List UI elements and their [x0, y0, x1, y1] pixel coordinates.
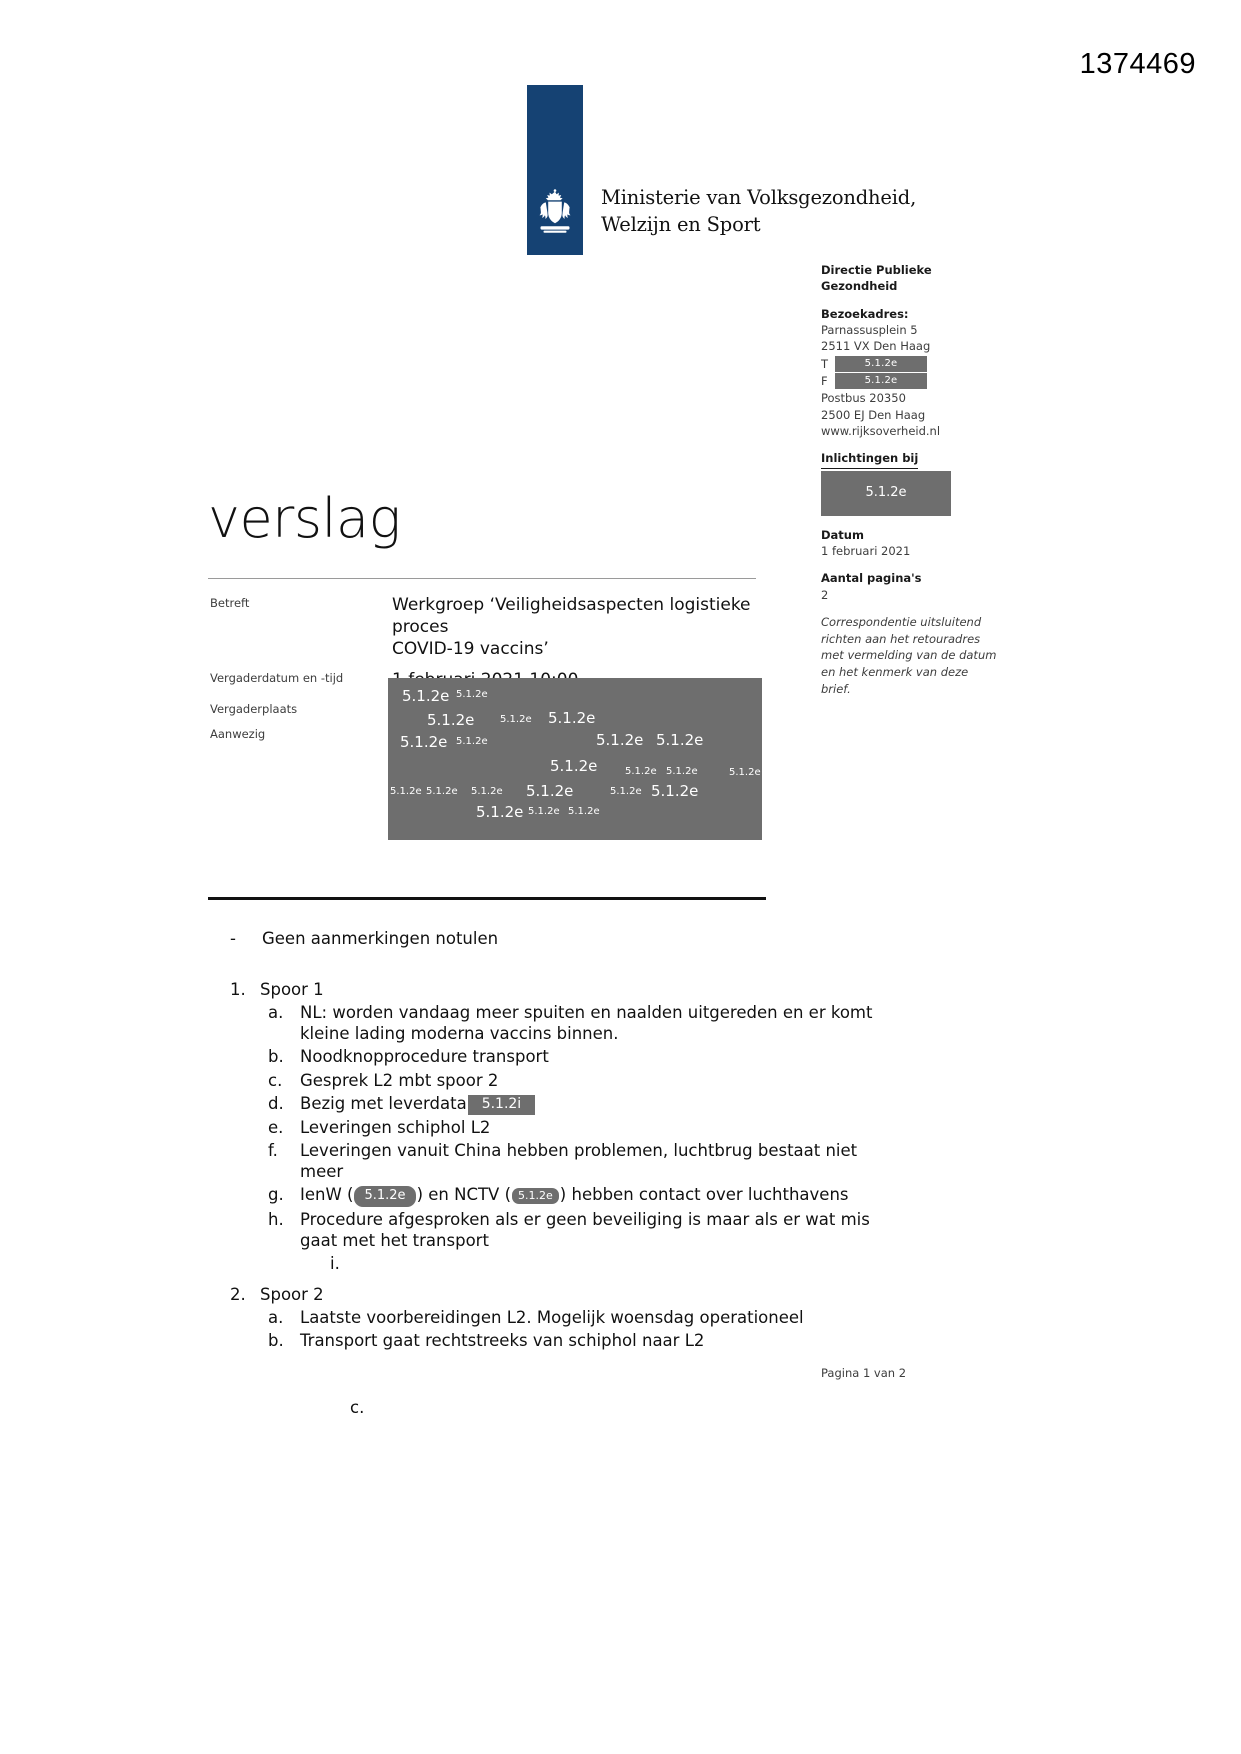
ministry-logo: [527, 85, 916, 255]
item-text: Transport gaat rechtstreeks van schiphol naar L2: [300, 1331, 705, 1351]
list-item: [268, 1209, 888, 1251]
list-item: [268, 1307, 888, 1328]
list-item: [268, 1184, 888, 1207]
info-label-betreft: Betreft: [210, 596, 250, 610]
meeting-notes-body: [208, 916, 888, 1418]
item-marker: i.: [330, 1253, 340, 1273]
item-text-after: hebben contact over luchthavens: [571, 1184, 849, 1204]
section-spoor-1: [208, 979, 888, 1274]
item-redaction: 5.1.2i: [468, 1095, 536, 1115]
info-label-vergaderdatum: Vergaderdatum en -tijd: [210, 671, 344, 686]
phone-row: [821, 356, 1001, 372]
item-redaction-ienw: 5.1.2e: [354, 1186, 415, 1207]
address-street: Parnassusplein 5: [821, 322, 918, 337]
list-item: [268, 1046, 888, 1067]
item-text: Noodknopprocedure transport: [300, 1047, 549, 1067]
page-title: verslag: [208, 487, 401, 550]
bezoekadres-block: [821, 306, 1001, 440]
dash-text: Geen aanmerkingen notulen: [262, 929, 499, 948]
attendee-redaction-mark: 5.1.2e: [456, 689, 488, 700]
info-label-vergaderplaats: Vergaderplaats: [210, 702, 298, 717]
section-2-heading-row: [230, 1284, 888, 1305]
meta-column: [821, 262, 1001, 697]
title-divider: [208, 578, 756, 579]
list-item: [268, 1002, 888, 1044]
bezoekadres-heading: Bezoekadres:: [821, 306, 909, 321]
pages-heading: Aantal pagina's: [821, 571, 922, 586]
betreft-line2: COVID-19 vaccins’: [392, 639, 549, 660]
address-postbus: Postbus 20350: [821, 391, 906, 406]
item-marker: h.: [268, 1209, 284, 1229]
section-1-marker: 1.: [230, 980, 246, 1000]
section-2-heading: Spoor 2: [260, 1284, 324, 1304]
item-marker: b.: [268, 1047, 284, 1067]
attendee-redaction-mark: 5.1.2e: [656, 731, 704, 749]
attendee-redaction-mark: 5.1.2e: [390, 786, 422, 797]
list-item: [268, 1117, 888, 1138]
attendee-redaction-mark: 5.1.2e: [500, 714, 532, 725]
attendee-redaction-mark: 5.1.2e: [526, 782, 574, 800]
list-item: [268, 1330, 888, 1351]
attendee-redaction-mark: 5.1.2e: [550, 757, 598, 775]
address-postbus-city: 2500 EJ Den Haag: [821, 407, 926, 422]
info-row-betreft: [210, 594, 770, 660]
attendee-redaction-mark: 5.1.2e: [427, 711, 475, 729]
directie-block: [821, 262, 1001, 295]
item-marker: c.: [268, 1070, 283, 1090]
attendee-redaction-mark: 5.1.2e: [729, 767, 761, 778]
inlichtingen-redaction: 5.1.2e: [821, 471, 951, 516]
pages-block: [821, 570, 1001, 603]
datum-heading: Datum: [821, 527, 864, 542]
list-item: [268, 1140, 888, 1182]
item-marker: e.: [268, 1117, 284, 1137]
inlichtingen-heading: Inlichtingen bij: [821, 450, 918, 468]
dash-marker: -: [230, 929, 236, 948]
item-text: [382, 1397, 888, 1418]
attendee-redaction-mark: 5.1.2e: [666, 766, 698, 777]
list-item: [268, 1093, 888, 1115]
list-item-roman: [330, 1253, 888, 1274]
item-marker: b.: [268, 1331, 284, 1351]
item-text: Leveringen vanuit China hebben problemen, luchtbrug bestaat niet meer: [300, 1140, 858, 1181]
attendee-redaction-mark: 5.1.2e: [568, 806, 600, 817]
item-marker: a.: [268, 1003, 284, 1023]
item-marker: a.: [268, 1307, 284, 1327]
ministry-name: [601, 185, 916, 255]
logo-blue-bar: [527, 85, 583, 255]
attendee-redaction-mark: 5.1.2e: [426, 786, 458, 797]
directie-heading-line1: Directie Publieke: [821, 263, 932, 277]
section-1-heading-row: [230, 979, 888, 1000]
document-number: 1374469: [1079, 48, 1196, 80]
attendees-redaction-block: [388, 678, 762, 840]
info-value-betreft: [392, 594, 770, 660]
item-text: IenW ( 5.1.2e ) en NCTV ( 5.1.2e ) hebben contact over luchthavens: [300, 1184, 888, 1207]
item-marker: c.: [350, 1398, 365, 1418]
item-text: Gesprek L2 mbt spoor 2: [300, 1070, 499, 1090]
fax-row: [821, 373, 1001, 389]
note-dash-item: [230, 928, 888, 949]
item-redaction-nctv: 5.1.2e: [512, 1188, 559, 1204]
phone-redaction: 5.1.2e: [835, 356, 927, 372]
item-text-mid: en NCTV: [428, 1184, 500, 1204]
ministry-name-line2: Welzijn en Sport: [601, 213, 761, 237]
section-spoor-2: [208, 1284, 888, 1418]
attendee-redaction-mark: 5.1.2e: [402, 687, 450, 705]
item-marker: d.: [268, 1093, 284, 1113]
attendee-redaction-mark: 5.1.2e: [476, 803, 524, 821]
fax-redaction: 5.1.2e: [835, 373, 927, 389]
item-text: Leveringen schiphol L2: [300, 1117, 491, 1137]
phone-label: T: [821, 356, 829, 371]
section-2-marker: 2.: [230, 1284, 246, 1304]
fax-label: F: [821, 373, 828, 388]
item-text: [300, 1093, 888, 1115]
inlichtingen-block: [821, 450, 1001, 515]
pages-value: 2: [821, 587, 829, 602]
section-2-items: [268, 1307, 888, 1418]
correspondence-note: Correspondentie uitsluitend richten aan het retouradres met vermelding van de datum en het kenmerk van deze brief.: [821, 614, 997, 696]
attendee-redaction-mark: 5.1.2e: [610, 786, 642, 797]
list-item-empty: [350, 1397, 888, 1418]
info-label-aanwezig: Aanwezig: [210, 727, 266, 742]
dutch-coat-of-arms-icon: [527, 189, 583, 241]
item-text: [362, 1253, 888, 1274]
item-text-before: Bezig met leverdata: [300, 1093, 467, 1113]
betreft-line1: Werkgroep ‘Veiligheidsaspecten logistieke proces: [392, 595, 751, 638]
ministry-name-line1: Ministerie van Volksgezondheid,: [601, 186, 917, 210]
item-marker: g.: [268, 1184, 284, 1204]
attendee-redaction-mark: 5.1.2e: [625, 766, 657, 777]
attendee-redaction-mark: 5.1.2e: [400, 733, 448, 751]
address-postal-city: 2511 VX Den Haag: [821, 339, 931, 354]
datum-block: [821, 527, 1001, 560]
section-1-items: [268, 1002, 888, 1274]
attendee-redaction-mark: 5.1.2e: [596, 731, 644, 749]
attendee-redaction-mark: 5.1.2e: [528, 806, 560, 817]
list-item: [268, 1070, 888, 1091]
item-text: Procedure afgesproken als er geen beveiliging is maar als er wat mis gaat met het transport: [300, 1209, 870, 1250]
website-url[interactable]: www.rijksoverheid.nl: [821, 423, 941, 438]
attendee-redaction-mark: 5.1.2e: [651, 782, 699, 800]
attendee-redaction-mark: 5.1.2e: [548, 709, 596, 727]
section-1-heading: Spoor 1: [260, 980, 324, 1000]
datum-value: 1 februari 2021: [821, 543, 911, 558]
page-footer: Pagina 1 van 2: [821, 1366, 907, 1380]
directie-heading-line2: Gezondheid: [821, 279, 898, 294]
attendee-redaction-mark: 5.1.2e: [456, 736, 488, 747]
item-text: Laatste voorbereidingen L2. Mogelijk woensdag operationeel: [300, 1307, 804, 1327]
item-text-before: IenW: [300, 1184, 342, 1204]
item-marker: f.: [268, 1140, 278, 1160]
item-text: NL: worden vandaag meer spuiten en naalden uitgereden en er komt kleine lading moderna vaccins binnen.: [300, 1003, 873, 1044]
body-divider: [208, 897, 766, 900]
attendee-redaction-mark: 5.1.2e: [471, 786, 503, 797]
